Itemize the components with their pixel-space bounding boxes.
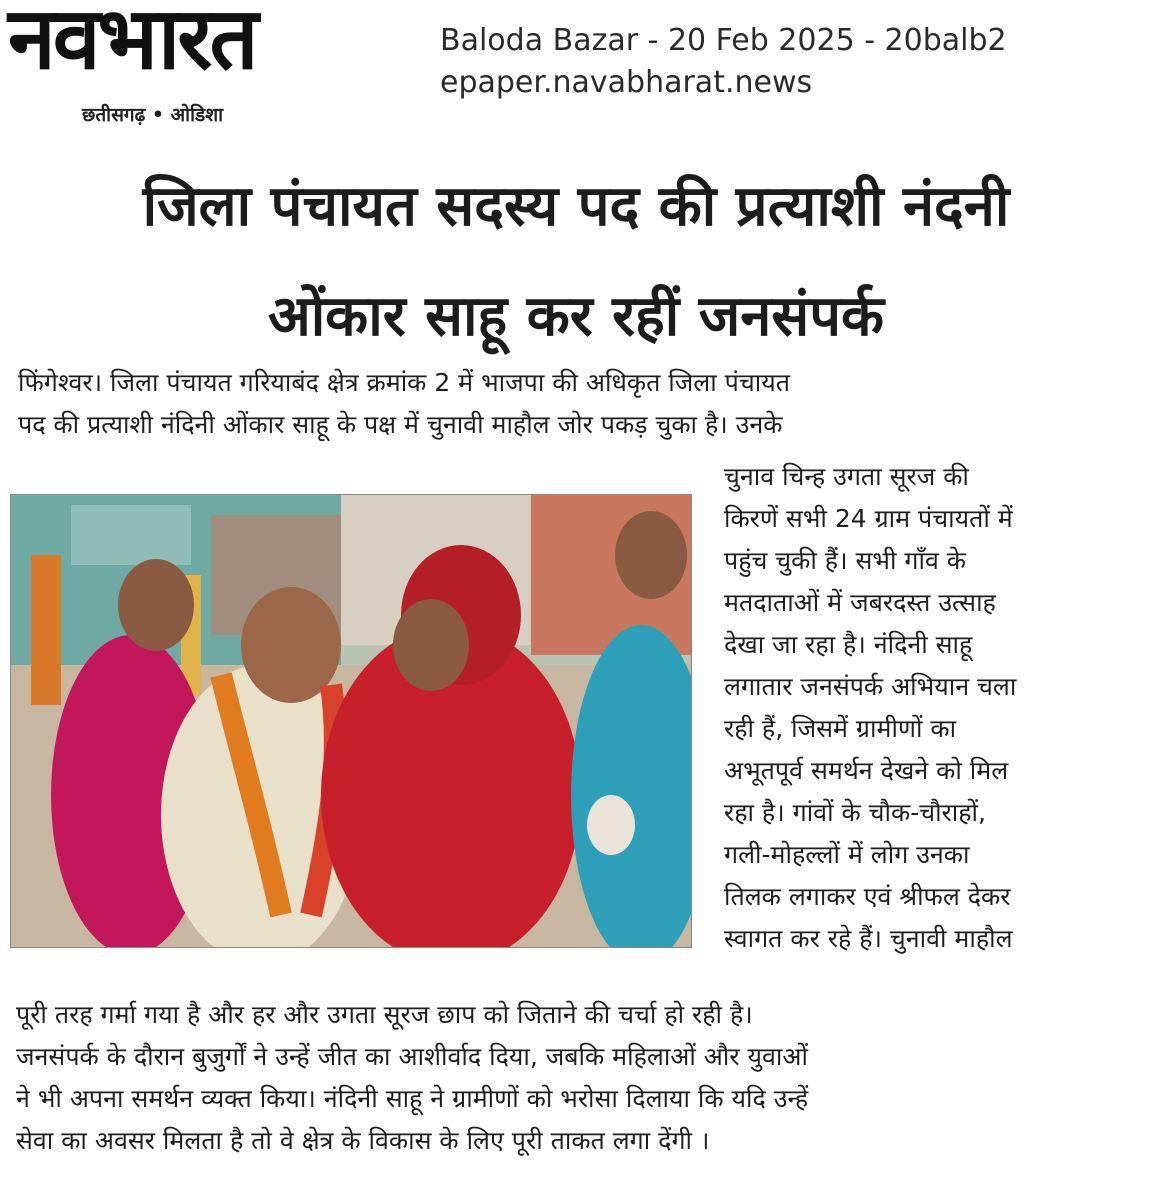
text-line: पद की प्रत्याशी नंदिनी ओंकार साहू के पक्ष में चुनावी माहौल जोर पकड़ चुका है। उनके	[18, 410, 783, 439]
article-headline	[20, 152, 1132, 372]
article-photo	[10, 494, 692, 948]
campaign-photo-illustration	[11, 495, 691, 947]
text-line: तिलक लगाकर एवं श्रीफल देकर	[724, 882, 1011, 911]
edition-date-line: Baloda Bazar - 20 Feb 2025 - 20balb2	[440, 23, 1007, 58]
text-line: पहुंच चुकी हैं। सभी गाँव के	[724, 546, 966, 575]
text-line: स्वागत कर रहे हैं। चुनावी माहौल	[724, 924, 1013, 953]
masthead	[0, 0, 420, 130]
epaper-url[interactable]: epaper.navabharat.news	[440, 65, 813, 100]
text-line: मतदाताओं में जबरदस्त उत्साह	[724, 588, 996, 617]
text-line: फिंगेश्वर। जिला पंचायत गरियाबंद क्षेत्र क्रमांक 2 में भाजपा की अधिकृत जिला पंचायत	[18, 368, 790, 397]
text-line: रहा है। गांवों के चौक-चौराहों,	[724, 798, 986, 827]
text-line: गली-मोहल्लों में लोग उनका	[724, 840, 970, 869]
text-line: लगातार जनसंपर्क अभियान चला	[724, 672, 1017, 701]
text-line: किरणें सभी 24 ग्राम पंचायतों में	[724, 504, 1013, 533]
text-line: देखा जा रहा है। नंदिनी साहू	[724, 630, 973, 659]
closing-paragraph	[16, 994, 1140, 1162]
text-line: चुनाव चिन्ह उगता सूरज की	[724, 462, 969, 491]
headline-line-1: जिला पंचायत सदस्य पद की प्रत्याशी नंदनी	[142, 174, 1010, 239]
newspaper-logo[interactable]: नवभारत	[8, 0, 256, 89]
lead-paragraph	[18, 362, 1136, 446]
page-meta	[440, 20, 1007, 104]
headline-line-2: ओंकार साहू कर रहीं जनसंपर्क	[267, 284, 885, 349]
edition-label: छतीसगढ़ • ओडिशा	[82, 104, 224, 126]
text-line: अभूतपूर्व समर्थन देखने को मिल	[724, 756, 1009, 785]
text-line: सेवा का अवसर मिलता है तो वे क्षेत्र के विकास के लिए पूरी ताकत लगा देंगी ।	[16, 1126, 710, 1155]
side-column	[724, 456, 1144, 960]
text-line: जनसंपर्क के दौरान बुजुर्गों ने उन्हें जीत का आशीर्वाद दिया, जबकि महिलाओं और युवाओं	[16, 1042, 808, 1071]
text-line: ने भी अपना समर्थन व्यक्त किया। नंदिनी साहू ने ग्रामीणों को भरोसा दिलाया कि यदि उन्हें	[16, 1084, 809, 1113]
text-line: पूरी तरह गर्मा गया है और हर और उगता सूरज छाप को जिताने की चर्चा हो रही है।	[16, 1000, 753, 1029]
text-line: रही हैं, जिसमें ग्रामीणों का	[724, 714, 957, 743]
